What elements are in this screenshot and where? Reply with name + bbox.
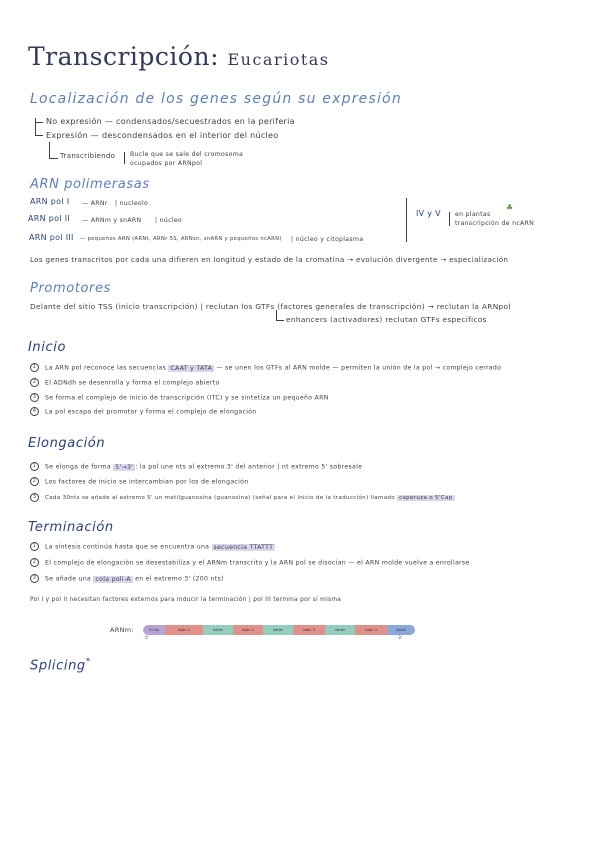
heading-inicio: Inicio [28,340,66,355]
pol3-product: — pequeños ARN (ARNt, ARNr 5S, ARNsn, snARN y pequeños ncARN) [80,236,282,242]
pol45-label: IV y V [416,209,441,218]
heading-promotores: Promotores [30,281,111,296]
elongacion-item [30,477,248,486]
item-text: Se añade una [45,575,94,583]
plant-sprout-icon: ♣ [506,203,514,212]
arnm-end-3: 3' [398,636,403,641]
bucle-text-2: ocupados por ARNpol [130,160,203,167]
page-title [28,42,330,71]
inicio-item [30,407,257,416]
item-highlight: secuencia TTATTT [213,543,274,551]
item-rest: en el extremo 3' (200 nts) [132,575,224,583]
splicing-asterisk: * [85,657,91,667]
pol1-label: ARN pol I [30,197,70,206]
arnm-label: ARNm: [110,626,134,634]
pol2-label: ARN pol II [28,214,71,223]
item-text: Se forma el complejo de inicio de transcripción (ITC) y se sintetiza un pequeño ARN [45,394,329,402]
arnm-segment: exón 3 [293,625,325,635]
step-number: 1 [30,542,39,551]
divider-line [406,198,407,242]
item-text: Se elonga de forma [45,463,114,471]
title-main: Transcripción [28,42,211,71]
item-rest: — se unen los GTFs al ARN molde — permiten la unión de la pol → complejo cerrado [214,364,502,372]
inicio-item [30,393,329,402]
step-number: 3 [30,493,39,502]
plantas-text-1: en plantas [455,211,491,218]
step-number: 4 [30,407,39,416]
inicio-item [30,363,501,372]
item-rest: : la pol une nts al extremo 3' del anterior | nt extremo 5' sobresale [135,463,363,471]
item-highlight: cola poli-A [95,575,131,583]
bracket-line [35,122,43,123]
bracket-line [449,212,450,226]
bracket-line [49,142,50,158]
step-number: 3 [30,393,39,402]
bracket-line [35,118,36,135]
title-sub: Eucariotas [227,50,330,69]
item-highlight: 5'→3' [115,463,134,471]
pol2-product: — ARNm y snARN [82,217,142,224]
arnm-segment: exón 2 [233,625,263,635]
item-text: La síntesis continúa hasta que se encuentra una [45,543,212,551]
step-number: 2 [30,378,39,387]
pol3-label: ARN pol III [29,233,74,242]
arnm-segment: exón 4 [355,625,387,635]
title-colon: : [210,42,219,71]
arnm-segment: intrón [263,625,293,635]
heading-elongacion: Elongación [28,436,106,451]
arnm-segment: AAAA [387,625,415,635]
bracket-line [276,310,277,320]
arnm-segment: intrón [203,625,233,635]
bucle-text-1: Bucle que se sale del cromosoma [130,151,244,158]
elongacion-item [30,462,362,471]
heading-polimerasas: ARN polimerasas [30,177,150,192]
heading-splicing [30,657,91,673]
terminacion-item [30,574,224,583]
item-text: La ARN pol reconoce las secuencias [45,364,169,372]
promotores-line2: enhancers (activadores) reclutan GTFs específicos [286,315,487,324]
bracket-line [35,135,43,136]
step-number: 2 [30,477,39,486]
polimerasas-note: Los genes transcritos por cada una difieren en longitud y estado de la cromatina → evolución divergente → especialización [30,255,509,264]
plantas-text-2: transcripción de ncARN [455,220,535,227]
step-number: 1 [30,363,39,372]
elongacion-item [30,493,455,502]
expresion-text: Expresión — descondensados en el interior del núcleo [46,131,279,140]
terminacion-item [30,542,275,551]
terminacion-note: Pol I y pol II necesitan factores externos para inducir la terminación | pol III termina por sí misma [30,597,342,603]
pol1-location: | nucleolo [115,200,149,207]
pol3-location: | núcleo y citoplasma [291,236,364,243]
item-text: El complejo de elongación se desestabiliza y el ARNm transcrito y la ARN pol se disocian — el ARN molde vuelve a enrollarse [45,559,470,567]
promotores-line1: Delante del sitio TSS (inicio transcripción) | reclutan los GTFs (factores generales de transcripción) → reclutan la ARNpol [30,302,511,311]
inicio-item [30,378,220,387]
arnm-segment: intrón [325,625,355,635]
item-text: La pol escapa del promotor y forma el complejo de elongación [45,408,257,416]
no-expresion-text: No expresión — condensados/secuestrados en la periferia [46,117,295,126]
step-number: 3 [30,574,39,583]
item-text: Cada 30nts se añade al extremo 5' un metilguanosina (guanosina) (señal para el inicio de la traducción) llamado [45,495,398,501]
item-highlight: caperuza o 5'Cap [399,495,453,501]
item-text: Los factores de inicio se intercambian por los de elongación [45,478,249,486]
pol1-product: — ARNr [82,200,108,207]
step-number: 1 [30,462,39,471]
item-text: El ADNdh se desenrolla y forma el complejo abierto [45,379,220,387]
heading-localizacion: Localización de los genes según su expresión [30,91,402,107]
transcribiendo-text: Transcribiendo [60,152,116,160]
arnm-end-5: 5' [145,636,150,641]
bracket-line [49,158,58,159]
bracket-line [124,152,125,164]
terminacion-item [30,558,470,567]
item-highlight: CAAT y TATA [170,364,213,372]
heading-terminacion: Terminación [28,520,114,535]
arnm-segment: exón 1 [165,625,203,635]
arnm-diagram [143,625,415,635]
arnm-segment: 5'Cap [143,625,165,635]
pol2-location: | núcleo [155,217,183,224]
step-number: 2 [30,558,39,567]
splicing-title: Splicing [30,658,86,674]
bracket-line [276,320,284,321]
